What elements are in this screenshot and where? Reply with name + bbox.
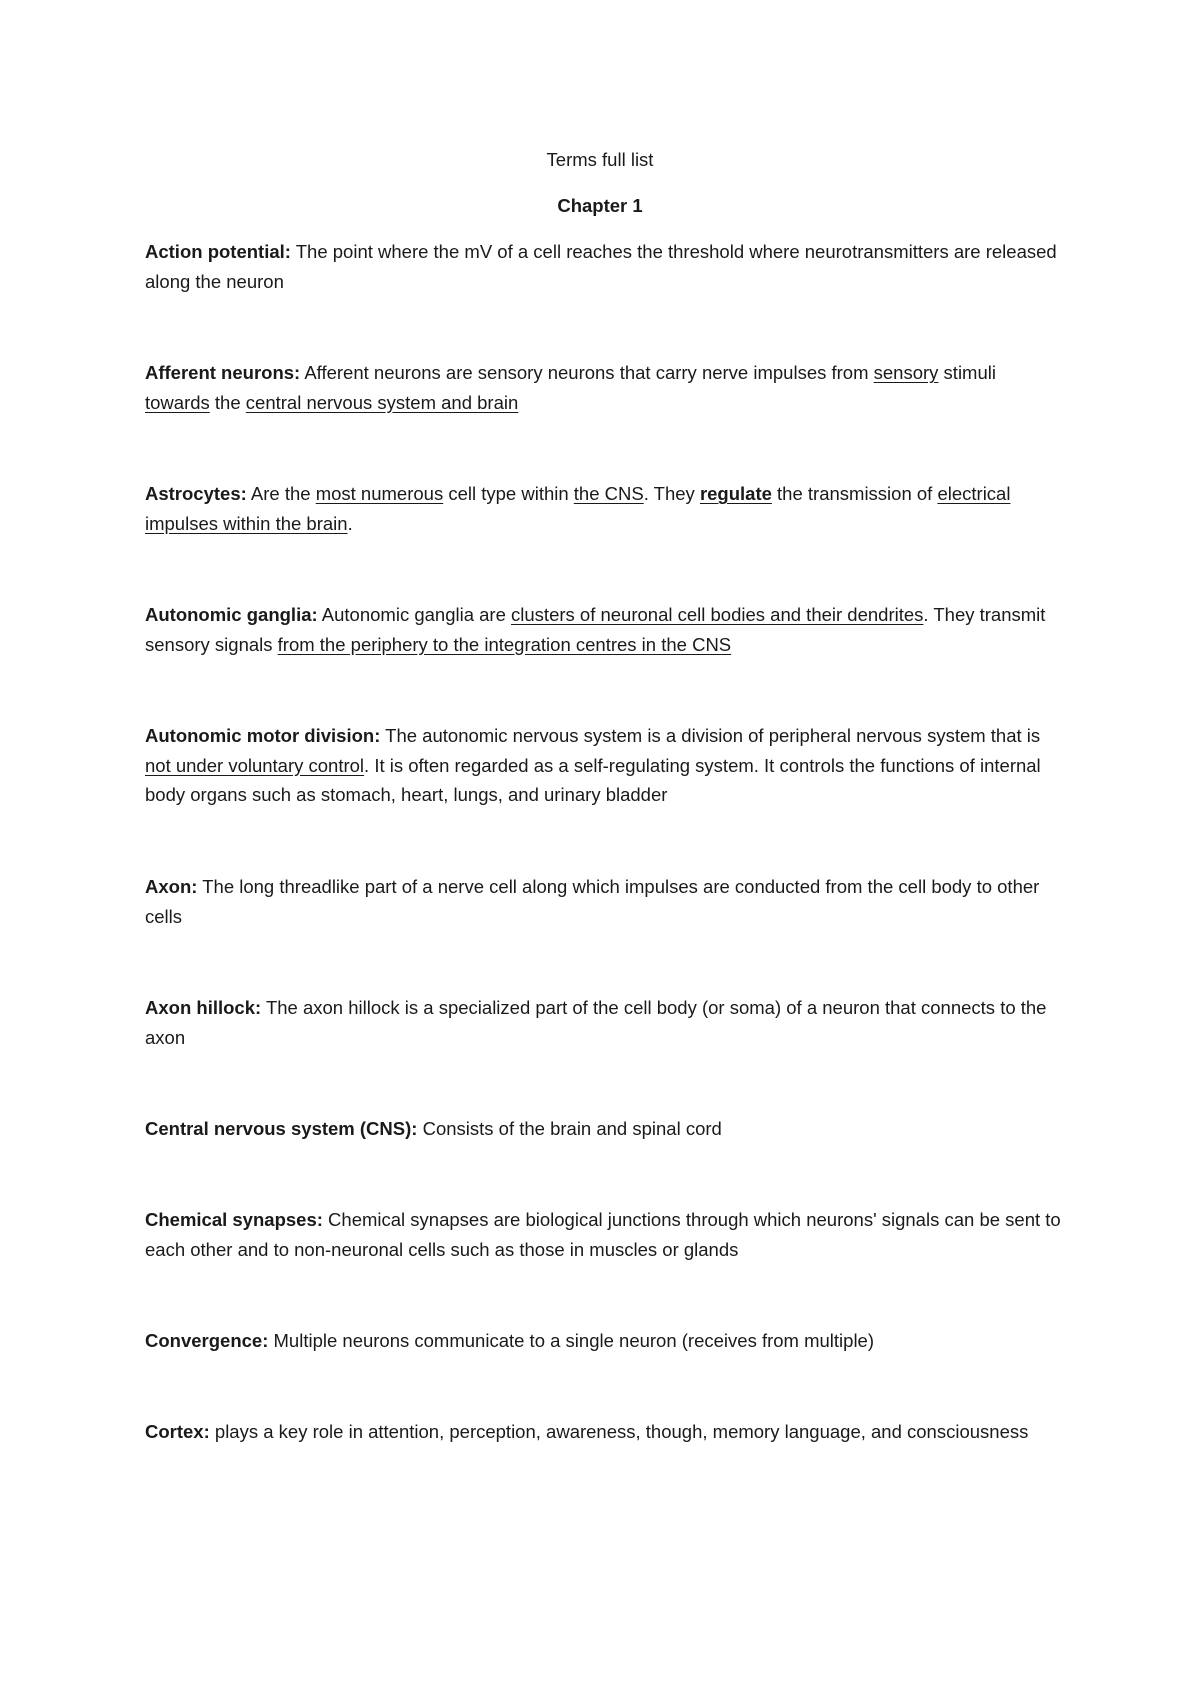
underlined-text: the CNS [573,483,644,504]
underlined-bold-text: regulate [699,483,772,504]
term-name: Cortex: [145,1421,210,1442]
definition-text: Are the [246,483,316,504]
term-entry-afferent-neurons [145,358,1065,417]
term-entry-axon-hillock [145,993,1065,1052]
definition-text: Multiple neurons communicate to a single neuron (receives from multiple) [268,1330,875,1351]
term-name: Autonomic motor division: [145,725,381,746]
definition-text: stimuli [938,362,996,383]
definition-text: Chemical synapses are biological junctions through which neurons' signals can be sent to each other and to non-neuronal cells such as those in muscles or glands [145,1209,1061,1260]
underlined-text: from the periphery to the integration centres in the CNS [277,633,732,655]
chapter-heading: Chapter 1 [557,195,643,216]
definition-text: plays a key role in attention, perception, awareness, though, memory language, and consciousness [209,1421,1029,1442]
term-name: Axon hillock: [145,997,262,1018]
definition-text: Afferent neurons are sensory neurons that carry nerve impulses from [300,362,874,383]
term-name: Central nervous system (CNS): [145,1118,418,1139]
term-name: Convergence: [145,1330,269,1351]
term-name: Axon: [145,876,198,897]
underlined-text: not under voluntary control [145,754,365,776]
underlined-text: clusters of neuronal cell bodies and their dendrites [511,604,924,625]
underlined-text: most numerous [315,483,444,504]
term-entry-action-potential [145,237,1065,296]
definition-text: . [347,512,353,534]
definition-text: the transmission of [771,483,938,504]
term-name: Afferent neurons: [145,362,301,383]
term-name: Astrocytes: [145,483,247,504]
definition-text: The long threadlike part of a nerve cell along which impulses are conducted from the cell body to other cells [145,876,1040,927]
underlined-text: electrical impulses within the brain [145,483,1011,534]
definition-text: the [209,391,246,413]
underlined-text: sensory [873,362,939,383]
definition-text: The axon hillock is a specialized part of the cell body (or soma) of a neuron that connects to the axon [145,997,1047,1048]
term-entry-cortex [145,1417,1065,1447]
term-entry-chemical-synapses [145,1205,1065,1264]
definition-text: cell type within [443,483,574,504]
term-entry-astrocytes [145,479,1065,538]
term-name: Chemical synapses: [145,1209,323,1230]
definition-text: . They transmit sensory signals [145,604,1046,655]
term-entry-central-nervous-system [145,1114,1065,1144]
document-title: Terms full list [546,149,654,170]
underlined-text: towards [145,391,210,413]
term-entry-axon [145,872,1065,931]
term-entry-convergence [145,1326,1065,1356]
underlined-text: central nervous system and brain [245,391,519,413]
definition-text: . They [643,483,700,504]
term-entry-autonomic-ganglia [145,600,1065,659]
definition-text: Consists of the brain and spinal cord [417,1118,722,1139]
term-entry-autonomic-motor-division [145,721,1065,810]
definition-text: . It is often regarded as a self-regulating system. It controls the functions of internal body organs such as stomach, heart, lungs, and urinary bladder [145,754,1041,805]
definition-text: The point where the mV of a cell reaches the threshold where neurotransmitters are released along the neuron [145,241,1057,292]
definition-text: Autonomic ganglia are [317,604,512,625]
definition-text: The autonomic nervous system is a division of peripheral nervous system that is [380,725,1041,746]
term-name: Action potential: [145,241,291,262]
term-name: Autonomic ganglia: [145,604,318,625]
